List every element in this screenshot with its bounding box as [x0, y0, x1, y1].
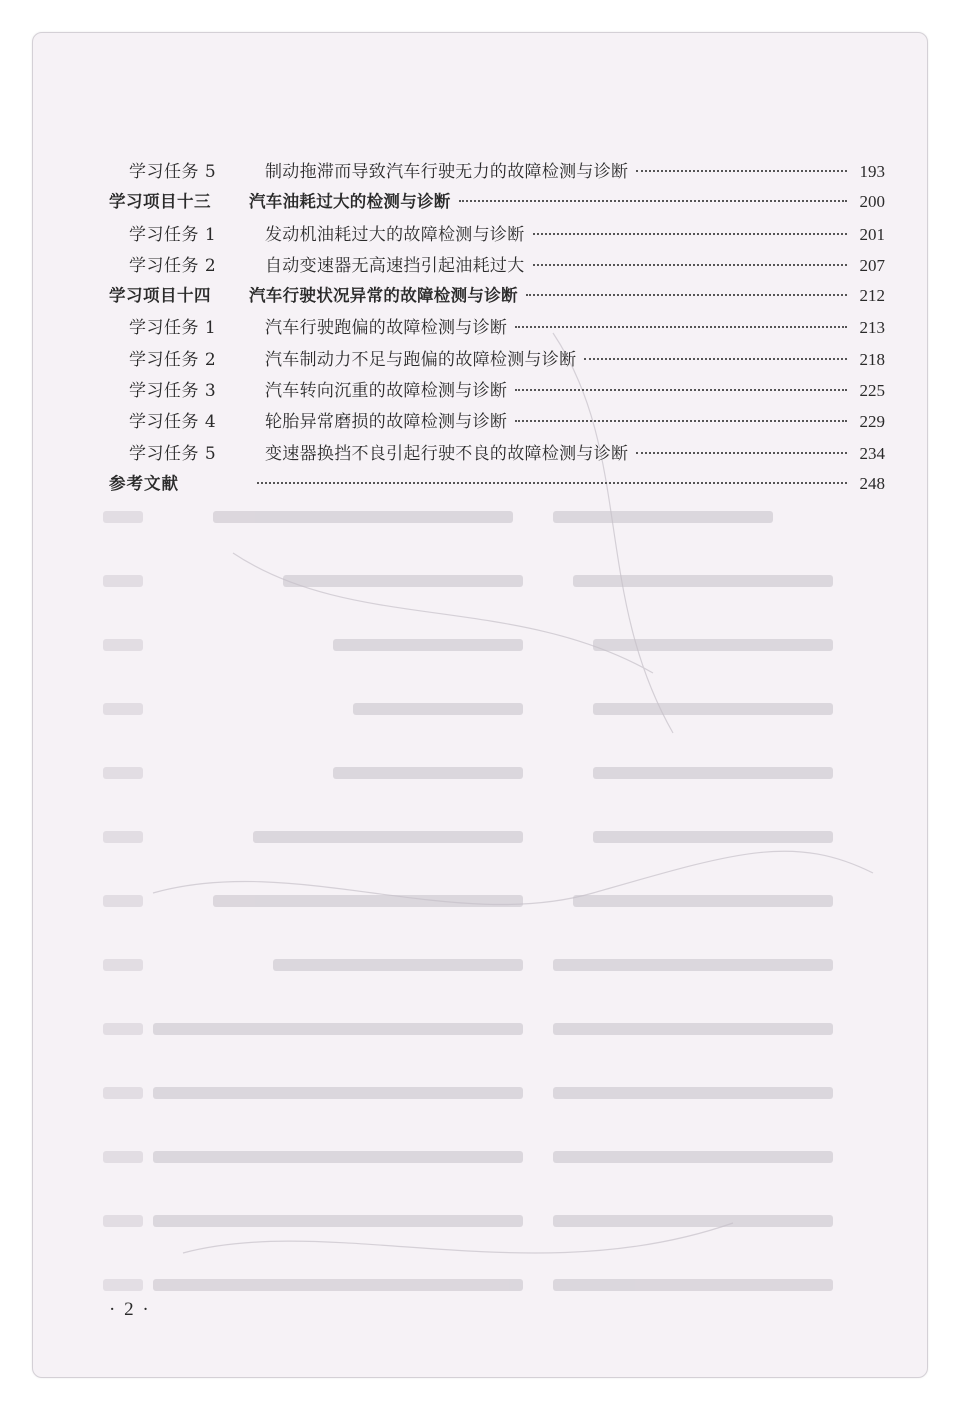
toc-entry-label: 学习项目十四 [109, 286, 211, 306]
toc-entry-label: 学习任务 1 [129, 318, 217, 339]
dot-leader [533, 264, 848, 266]
toc-entry-title: 自动变速器无高速挡引起油耗过大 [265, 255, 525, 276]
toc-entry-title: 发动机油耗过大的故障检测与诊断 [265, 224, 525, 245]
toc-entry-label: 学习任务 1 [129, 224, 217, 245]
book-page [32, 32, 928, 1378]
toc-entry[interactable] [109, 220, 885, 251]
toc-entry-page: 248 [859, 473, 885, 493]
toc-entry[interactable] [109, 313, 885, 344]
toc-entry-label: 学习任务 2 [129, 349, 217, 370]
toc-entry-page: 218 [859, 349, 885, 369]
dot-leader [636, 170, 847, 172]
toc-entry-page: 225 [859, 381, 885, 401]
dot-leader [257, 482, 847, 484]
toc-entry-title: 汽车转向沉重的故障检测与诊断 [265, 381, 508, 402]
toc-entry[interactable] [109, 157, 885, 188]
toc-entry-label: 参考文献 [109, 473, 179, 493]
page-number: · 2 · [109, 1299, 151, 1320]
table-of-contents [109, 157, 885, 501]
toc-entry-title: 汽车油耗过大的检测与诊断 [249, 192, 451, 212]
toc-entry-title: 变速器换挡不良引起行驶不良的故障检测与诊断 [265, 443, 629, 464]
dot-leader [584, 358, 847, 360]
toc-entry-page: 212 [859, 286, 885, 306]
toc-entry[interactable] [109, 407, 885, 438]
dot-leader [636, 452, 847, 454]
toc-entry[interactable] [109, 439, 885, 470]
toc-entry-title: 制动拖滞而导致汽车行驶无力的故障检测与诊断 [265, 162, 629, 182]
toc-entry-page: 200 [859, 192, 885, 212]
dot-leader [515, 326, 847, 328]
toc-entry-title: 汽车行驶跑偏的故障检测与诊断 [265, 318, 508, 339]
toc-entry-page: 213 [859, 318, 885, 338]
dot-leader [459, 200, 847, 202]
toc-project-entry[interactable] [109, 188, 885, 219]
toc-entry-label: 学习任务 2 [129, 255, 217, 276]
toc-entry-page: 201 [859, 224, 885, 244]
toc-entry[interactable] [109, 376, 885, 407]
toc-entry-label: 学习任务 5 [129, 162, 217, 182]
dot-leader [515, 389, 847, 391]
toc-entry[interactable] [109, 345, 885, 376]
toc-entry-title: 汽车制动力不足与跑偏的故障检测与诊断 [265, 349, 577, 370]
dot-leader [526, 294, 847, 296]
toc-entry-title: 轮胎异常磨损的故障检测与诊断 [265, 412, 508, 433]
toc-entry-title: 汽车行驶状况异常的故障检测与诊断 [249, 286, 518, 306]
dot-leader [533, 233, 848, 235]
toc-project-entry[interactable] [109, 282, 885, 313]
toc-entry-label: 学习任务 5 [129, 443, 217, 464]
toc-entry-label: 学习项目十三 [109, 192, 211, 212]
toc-entry-label: 学习任务 3 [129, 381, 217, 402]
toc-entry[interactable] [109, 251, 885, 282]
toc-references-entry[interactable] [109, 470, 885, 501]
toc-entry-page: 207 [859, 255, 885, 275]
toc-entry-label: 学习任务 4 [129, 412, 217, 433]
toc-entry-page: 229 [859, 412, 885, 432]
dot-leader [515, 420, 847, 422]
toc-entry-page: 234 [859, 443, 885, 463]
toc-entry-page: 193 [859, 162, 885, 181]
